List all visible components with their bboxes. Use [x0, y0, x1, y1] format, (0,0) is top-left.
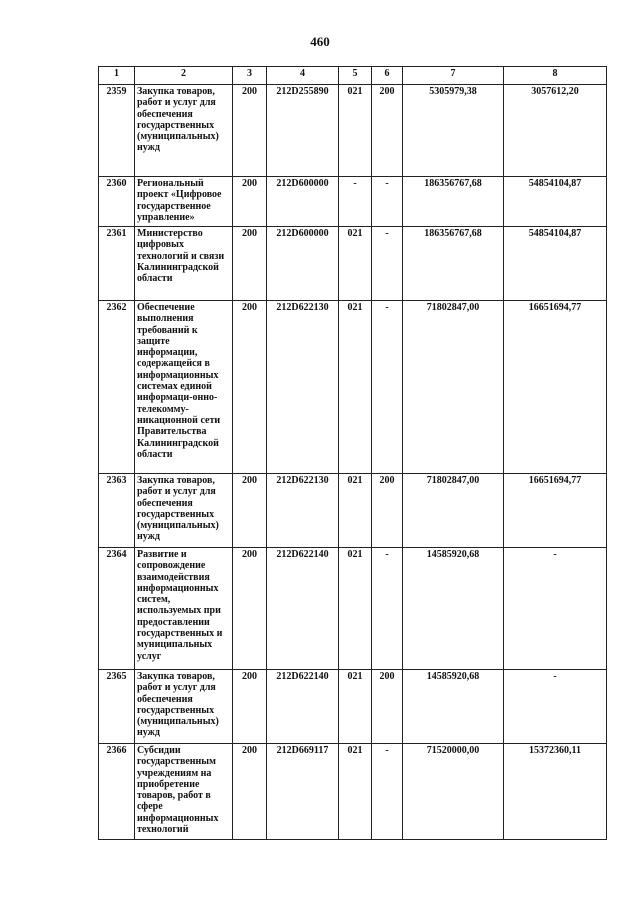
row-number: 2366	[99, 744, 135, 840]
table-row	[99, 670, 607, 744]
table-row	[99, 301, 607, 474]
row-name: Обеспечение выполнения требований к защите информации, содержащейся в информационных системах единой информаци-онно-телекомму-никационной сети Правительства Калининградской области	[135, 301, 233, 474]
column-header: 6	[372, 67, 403, 85]
table-row	[99, 85, 607, 177]
column-3-value: 200	[233, 670, 267, 744]
amount-column-7: 71802847,00	[403, 474, 504, 548]
column-3-value: 200	[233, 227, 267, 301]
amount-column-8: 54854104,87	[504, 177, 607, 227]
department-code: 021	[339, 670, 372, 744]
target-code: 212D255890	[267, 85, 339, 177]
row-number: 2359	[99, 85, 135, 177]
amount-column-8: 3057612,20	[504, 85, 607, 177]
column-3-value: 200	[233, 85, 267, 177]
row-name: Министерство цифровых технологий и связи Калининградской области	[135, 227, 233, 301]
amount-column-7: 71802847,00	[403, 301, 504, 474]
expense-type-code: 200	[372, 670, 403, 744]
expense-type-code: -	[372, 744, 403, 840]
table-row	[99, 227, 607, 301]
row-name: Закупка товаров, работ и услуг для обеспечения государственных (муниципальных) нужд	[135, 670, 233, 744]
row-name: Развитие и сопровождение взаимодействия информационных систем, используемых при предоставлении государственных и муниципальных услуг	[135, 548, 233, 670]
amount-column-8: -	[504, 670, 607, 744]
table-header-row	[99, 67, 607, 85]
department-code: 021	[339, 85, 372, 177]
column-3-value: 200	[233, 301, 267, 474]
row-number: 2363	[99, 474, 135, 548]
column-header: 8	[504, 67, 607, 85]
department-code: 021	[339, 474, 372, 548]
target-code: 212D600000	[267, 177, 339, 227]
page-number: 460	[310, 34, 330, 49]
expense-type-code: -	[372, 548, 403, 670]
amount-column-8: 54854104,87	[504, 227, 607, 301]
amount-column-7: 5305979,38	[403, 85, 504, 177]
target-code: 212D669117	[267, 744, 339, 840]
column-header: 2	[135, 67, 233, 85]
expense-type-code: -	[372, 227, 403, 301]
target-code: 212D600000	[267, 227, 339, 301]
row-number: 2361	[99, 227, 135, 301]
row-number: 2365	[99, 670, 135, 744]
target-code: 212D622130	[267, 474, 339, 548]
amount-column-7: 71520000,00	[403, 744, 504, 840]
row-name: Субсидии государственным учреждениям на приобретение товаров, работ в сфере информационных технологий	[135, 744, 233, 840]
column-header: 1	[99, 67, 135, 85]
column-3-value: 200	[233, 474, 267, 548]
expense-type-code: -	[372, 177, 403, 227]
amount-column-8: 16651694,77	[504, 301, 607, 474]
expense-type-code: 200	[372, 474, 403, 548]
expense-type-code: -	[372, 301, 403, 474]
department-code: 021	[339, 301, 372, 474]
department-code: 021	[339, 227, 372, 301]
row-name: Региональный проект «Цифровое государственное управление»	[135, 177, 233, 227]
row-name: Закупка товаров, работ и услуг для обеспечения государственных (муниципальных) нужд	[135, 474, 233, 548]
amount-column-7: 14585920,68	[403, 670, 504, 744]
column-header: 7	[403, 67, 504, 85]
target-code: 212D622140	[267, 670, 339, 744]
table-row	[99, 548, 607, 670]
column-header: 3	[233, 67, 267, 85]
department-code: 021	[339, 744, 372, 840]
amount-column-7: 186356767,68	[403, 177, 504, 227]
row-number: 2362	[99, 301, 135, 474]
amount-column-8: 15372360,11	[504, 744, 607, 840]
table-row	[99, 177, 607, 227]
amount-column-7: 14585920,68	[403, 548, 504, 670]
row-name: Закупка товаров, работ и услуг для обеспечения государственных (муниципальных) нужд	[135, 85, 233, 177]
department-code: 021	[339, 548, 372, 670]
column-header: 4	[267, 67, 339, 85]
column-3-value: 200	[233, 177, 267, 227]
target-code: 212D622140	[267, 548, 339, 670]
row-number: 2364	[99, 548, 135, 670]
amount-column-7: 186356767,68	[403, 227, 504, 301]
table-row	[99, 474, 607, 548]
department-code: -	[339, 177, 372, 227]
row-number: 2360	[99, 177, 135, 227]
column-3-value: 200	[233, 548, 267, 670]
table-row	[99, 744, 607, 840]
column-header: 5	[339, 67, 372, 85]
amount-column-8: 16651694,77	[504, 474, 607, 548]
budget-table	[98, 66, 607, 840]
column-3-value: 200	[233, 744, 267, 840]
target-code: 212D622130	[267, 301, 339, 474]
amount-column-8: -	[504, 548, 607, 670]
expense-type-code: 200	[372, 85, 403, 177]
